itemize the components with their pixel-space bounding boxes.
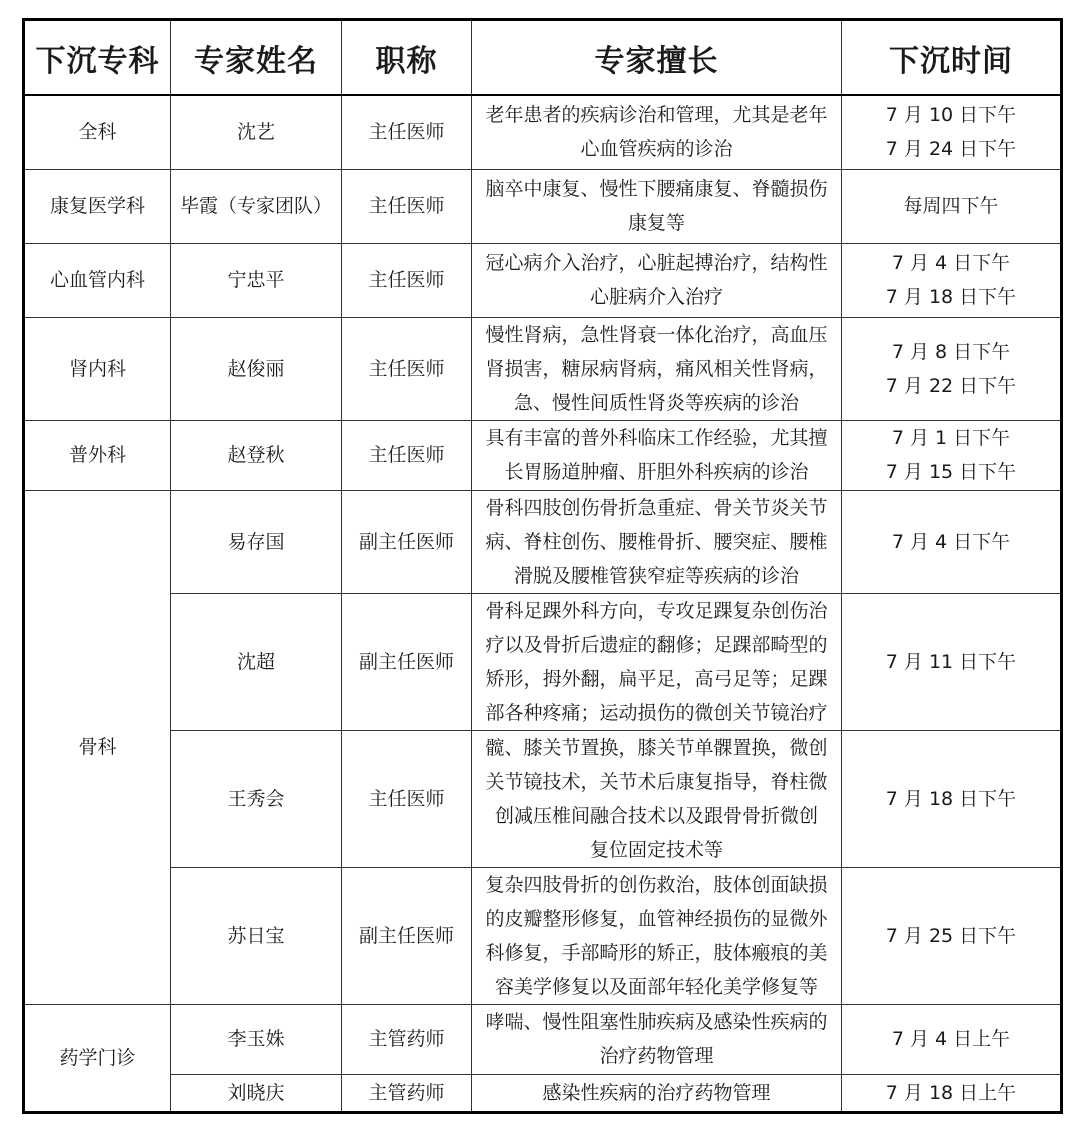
dept-cell: 肾内科 (24, 317, 171, 420)
time-line: 7 月 4 日上午 (891, 1028, 1011, 1050)
expert-name-cell: 易存国 (171, 490, 342, 593)
time-line: 7 月 4 日下午 (891, 530, 1011, 553)
title-cell: 主任医师 (342, 243, 472, 317)
time-cell (842, 593, 1062, 730)
title-cell: 主管药师 (342, 1004, 472, 1074)
title-cell: 副主任医师 (342, 593, 472, 730)
time-line: 7 月 1 日下午 (891, 427, 1011, 449)
title-cell: 主任医师 (342, 420, 472, 490)
specialty-line: 冠心病介入治疗，心脏起搏治疗，结构性 (485, 252, 828, 274)
header-skill: 专家擅长 (472, 20, 842, 96)
title-cell: 主任医师 (342, 317, 472, 420)
specialty-line: 复位固定技术等 (589, 838, 723, 861)
table-row (24, 420, 1062, 490)
specialty-line: 复杂四肢骨折的创伤救治，肢体创面缺损 (485, 873, 828, 896)
expert-name-cell: 苏日宝 (171, 867, 342, 1004)
table-row (24, 95, 1062, 169)
expert-name-cell: 宁忠平 (171, 243, 342, 317)
expert-name-cell: 李玉姝 (171, 1004, 342, 1074)
specialty-line: 具有丰富的普外科临床工作经验，尤其擅 (485, 427, 828, 449)
dept-cell: 康复医学科 (24, 169, 171, 243)
time-line: 7 月 24 日下午 (885, 138, 1017, 161)
time-cell (842, 317, 1062, 420)
header-dept: 下沉专科 (24, 20, 171, 96)
specialty-cell (472, 169, 842, 243)
specialty-line: 骨科四肢创伤骨折急重症、骨关节炎关节 (485, 496, 828, 519)
specialty-line: 滑脱及腰椎管狭窄症等疾病的诊治 (513, 564, 799, 587)
dept-cell: 普外科 (24, 420, 171, 490)
specialty-line: 部各种疼痛；运动损伤的微创关节镜治疗 (485, 701, 828, 724)
table-row (24, 593, 1062, 730)
title-cell: 副主任医师 (342, 490, 472, 593)
specialty-line: 创减压椎间融合技术以及跟骨骨折微创 (494, 804, 818, 827)
expert-name-cell: 沈艺 (171, 95, 342, 169)
dept-cell: 心血管内科 (24, 243, 171, 317)
time-cell (842, 95, 1062, 169)
specialty-line: 矫形，拇外翻，扁平足，高弓足等；足踝 (485, 667, 828, 690)
header-row (24, 20, 1062, 96)
time-line: 7 月 8 日下午 (891, 340, 1011, 363)
time-line: 7 月 11 日下午 (885, 650, 1017, 673)
table-row (24, 243, 1062, 317)
specialty-line: 肾损害，糖尿病肾病，痛风相关性肾病， (485, 357, 828, 380)
table-row (24, 490, 1062, 593)
expert-name-cell: 刘晓庆 (171, 1074, 342, 1112)
specialty-line: 慢性肾病，急性肾衰一体化治疗，高血压 (485, 323, 828, 346)
specialty-line: 科修复，手部畸形的矫正，肢体瘢痕的美 (485, 941, 828, 964)
title-cell: 副主任医师 (342, 867, 472, 1004)
specialty-line: 的皮瓣整形修复，血管神经损伤的显微外 (485, 907, 828, 930)
specialty-line: 关节镜技术，关节术后康复指导，脊柱微 (485, 770, 828, 793)
specialty-line: 心脏病介入治疗 (589, 286, 723, 308)
specialty-line: 哮喘、慢性阻塞性肺疾病及感染性疾病的 (485, 1011, 828, 1033)
table-row (24, 1074, 1062, 1112)
time-line: 7 月 18 日上午 (885, 1081, 1017, 1104)
specialty-cell (472, 1074, 842, 1112)
specialty-line: 急、慢性间质性肾炎等疾病的诊治 (513, 391, 799, 414)
specialty-line: 老年患者的疾病诊治和管理，尤其是老年 (485, 104, 828, 127)
time-cell (842, 867, 1062, 1004)
specialty-line: 疗以及骨折后遗症的翻修；足踝部畸型的 (485, 633, 828, 656)
time-cell (842, 169, 1062, 243)
time-line: 7 月 15 日下午 (885, 461, 1017, 483)
time-cell (842, 420, 1062, 490)
specialty-line: 长胃肠道肿瘤、肝胆外科疾病的诊治 (504, 461, 809, 483)
time-line: 7 月 25 日下午 (885, 924, 1017, 947)
expert-schedule-table (22, 18, 1063, 1114)
specialty-cell (472, 593, 842, 730)
title-cell: 主任医师 (342, 730, 472, 867)
table-row (24, 169, 1062, 243)
specialty-cell (472, 243, 842, 317)
time-cell (842, 730, 1062, 867)
dept-cell: 全科 (24, 95, 171, 169)
specialty-cell (472, 317, 842, 420)
table-row (24, 730, 1062, 867)
time-line: 7 月 10 日下午 (885, 104, 1017, 127)
table-row (24, 317, 1062, 420)
specialty-line: 感染性疾病的治疗药物管理 (542, 1081, 771, 1104)
title-cell: 主任医师 (342, 95, 472, 169)
expert-name-cell: 毕霞（专家团队） (171, 169, 342, 243)
specialty-cell (472, 730, 842, 867)
time-line: 7 月 4 日下午 (891, 252, 1011, 274)
expert-name-cell: 赵俊丽 (171, 317, 342, 420)
specialty-cell (472, 1004, 842, 1074)
time-cell (842, 490, 1062, 593)
title-cell: 主任医师 (342, 169, 472, 243)
specialty-line: 骨科足踝外科方向，专攻足踝复杂创伤治 (485, 599, 828, 622)
header-name: 专家姓名 (171, 20, 342, 96)
specialty-cell (472, 95, 842, 169)
specialty-line: 治疗药物管理 (599, 1045, 714, 1067)
expert-name-cell: 王秀会 (171, 730, 342, 867)
specialty-line: 康复等 (627, 212, 685, 234)
specialty-line: 病、脊柱创伤、腰椎骨折、腰突症、腰椎 (485, 530, 828, 553)
expert-name-cell: 沈超 (171, 593, 342, 730)
time-line: 每周四下午 (903, 195, 999, 217)
time-line: 7 月 22 日下午 (885, 374, 1017, 397)
specialty-line: 脑卒中康复、慢性下腰痛康复、脊髓损伤 (485, 178, 828, 200)
time-cell (842, 1004, 1062, 1074)
dept-cell: 药学门诊 (24, 1004, 171, 1112)
table-row (24, 1004, 1062, 1074)
specialty-cell (472, 867, 842, 1004)
specialty-line: 容美学修复以及面部年轻化美学修复等 (494, 975, 818, 998)
time-line: 7 月 18 日下午 (885, 286, 1017, 308)
header-title: 职称 (342, 20, 472, 96)
expert-name-cell: 赵登秋 (171, 420, 342, 490)
dept-cell: 骨科 (24, 490, 171, 1004)
time-cell (842, 243, 1062, 317)
specialty-cell (472, 490, 842, 593)
header-time: 下沉时间 (842, 20, 1062, 96)
time-cell (842, 1074, 1062, 1112)
time-line: 7 月 18 日下午 (885, 787, 1017, 810)
title-cell: 主管药师 (342, 1074, 472, 1112)
specialty-line: 心血管疾病的诊治 (580, 138, 733, 161)
specialty-line: 髋、膝关节置换，膝关节单髁置换，微创 (485, 736, 828, 759)
table-row (24, 867, 1062, 1004)
specialty-cell (472, 420, 842, 490)
